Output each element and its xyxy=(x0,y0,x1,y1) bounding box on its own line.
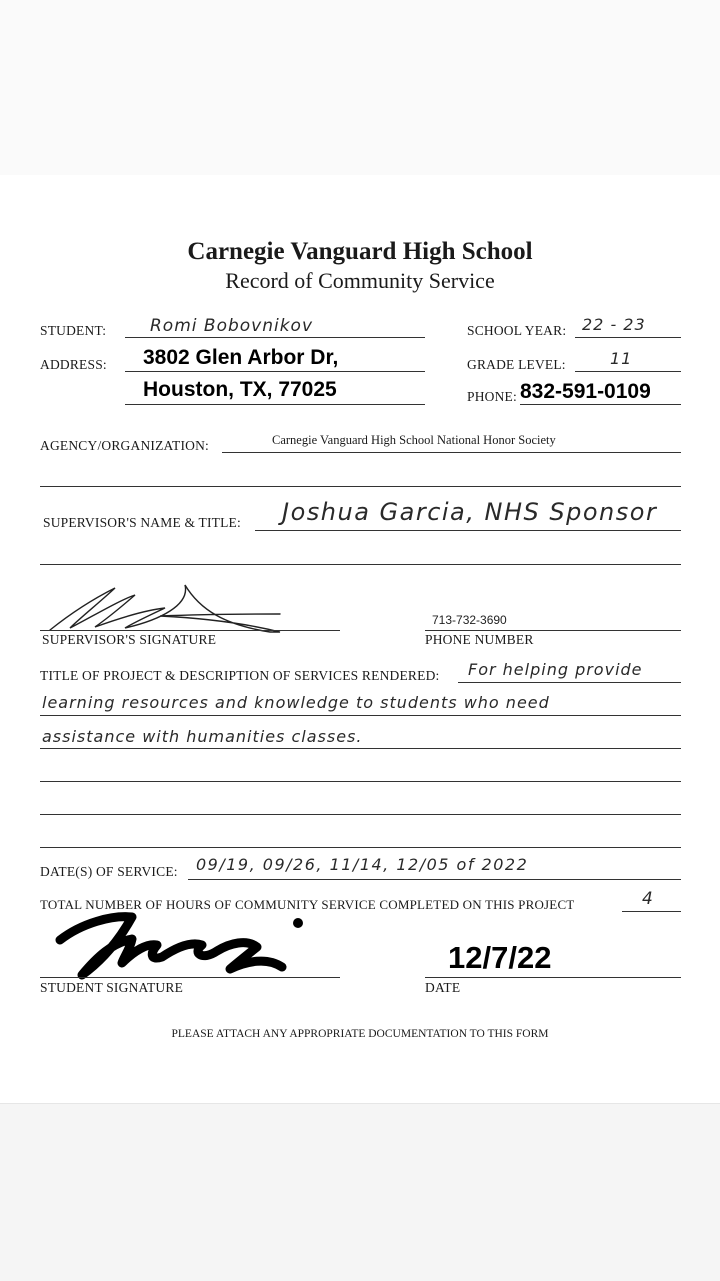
address-label: ADDRESS: xyxy=(40,357,107,372)
footer-note: PLEASE ATTACH ANY APPROPRIATE DOCUMENTATION TO THIS FORM xyxy=(171,1028,549,1040)
description-line1: For helping provide xyxy=(468,660,643,679)
supervisor-name-label: SUPERVISOR'S NAME & TITLE: xyxy=(43,515,241,530)
grade-level-line xyxy=(575,371,681,372)
form-title: Record of Community Service xyxy=(225,268,495,293)
project-line-3 xyxy=(40,748,681,749)
grade-level-value: 11 xyxy=(610,349,633,368)
student-line xyxy=(125,337,425,338)
total-hours-label: TOTAL NUMBER OF HOURS OF COMMUNITY SERVICE COMPLETED ON THIS PROJECT xyxy=(40,897,575,912)
agency-value: Carnegie Vanguard High School National Honor Society xyxy=(272,433,556,447)
project-line-4 xyxy=(40,781,681,782)
date-line xyxy=(425,977,681,978)
supervisor-signature-label: SUPERVISOR'S SIGNATURE xyxy=(42,632,217,647)
student-name-value: Romi Bobovnikov xyxy=(150,316,314,336)
supervisor-name-value: Joshua Garcia, NHS Sponsor xyxy=(282,498,658,526)
total-hours-line xyxy=(622,911,681,912)
agency-line xyxy=(222,452,681,453)
address-line2-value: Houston, TX, 77025 xyxy=(143,378,337,401)
supervisor-signature-scribble xyxy=(40,580,340,640)
address-line-1 xyxy=(125,371,425,372)
agency-line-2 xyxy=(40,486,681,487)
total-hours-value: 4 xyxy=(642,889,654,909)
school-year-line xyxy=(575,337,681,338)
date-label: DATE xyxy=(425,980,461,995)
student-label: STUDENT: xyxy=(40,323,107,338)
supervisor-signature-line xyxy=(40,630,340,631)
description-line3: assistance with humanities classes. xyxy=(42,727,363,746)
student-signature-label: STUDENT SIGNATURE xyxy=(40,980,184,995)
phone-number-label: PHONE NUMBER xyxy=(425,632,534,647)
phone-label: PHONE: xyxy=(467,389,517,404)
school-year-value: 22 - 23 xyxy=(582,315,646,334)
supervisor-name-line xyxy=(255,530,681,531)
school-name: Carnegie Vanguard High School xyxy=(187,238,533,265)
project-line-1 xyxy=(458,682,681,683)
project-line-6 xyxy=(40,847,681,848)
bottom-margin xyxy=(0,1103,720,1281)
phone-line xyxy=(520,404,681,405)
agency-label: AGENCY/ORGANIZATION: xyxy=(40,438,209,453)
description-line2: learning resources and knowledge to students who need xyxy=(42,693,550,712)
supervisor-line-2 xyxy=(40,564,681,565)
project-line-5 xyxy=(40,814,681,815)
address-line1-value: 3802 Glen Arbor Dr, xyxy=(143,346,339,369)
date-value: 12/7/22 xyxy=(448,940,552,975)
address-line-2 xyxy=(125,404,425,405)
top-margin xyxy=(0,0,720,175)
dates-of-service-line xyxy=(188,879,681,880)
dates-of-service-label: DATE(S) OF SERVICE: xyxy=(40,864,178,879)
phone-value: 832-591-0109 xyxy=(520,380,651,403)
dates-of-service-value: 09/19, 09/26, 11/14, 12/05 of 2022 xyxy=(196,855,529,874)
student-signature-scribble xyxy=(52,905,312,985)
school-year-label: SCHOOL YEAR: xyxy=(467,323,567,338)
grade-level-label: GRADE LEVEL: xyxy=(467,357,566,372)
project-line-2 xyxy=(40,715,681,716)
supervisor-phone-value: 713-732-3690 xyxy=(432,613,507,627)
student-signature-line xyxy=(40,977,340,978)
phone-number-line xyxy=(425,630,681,631)
project-title-label: TITLE OF PROJECT & DESCRIPTION OF SERVICES RENDERED: xyxy=(40,668,440,683)
